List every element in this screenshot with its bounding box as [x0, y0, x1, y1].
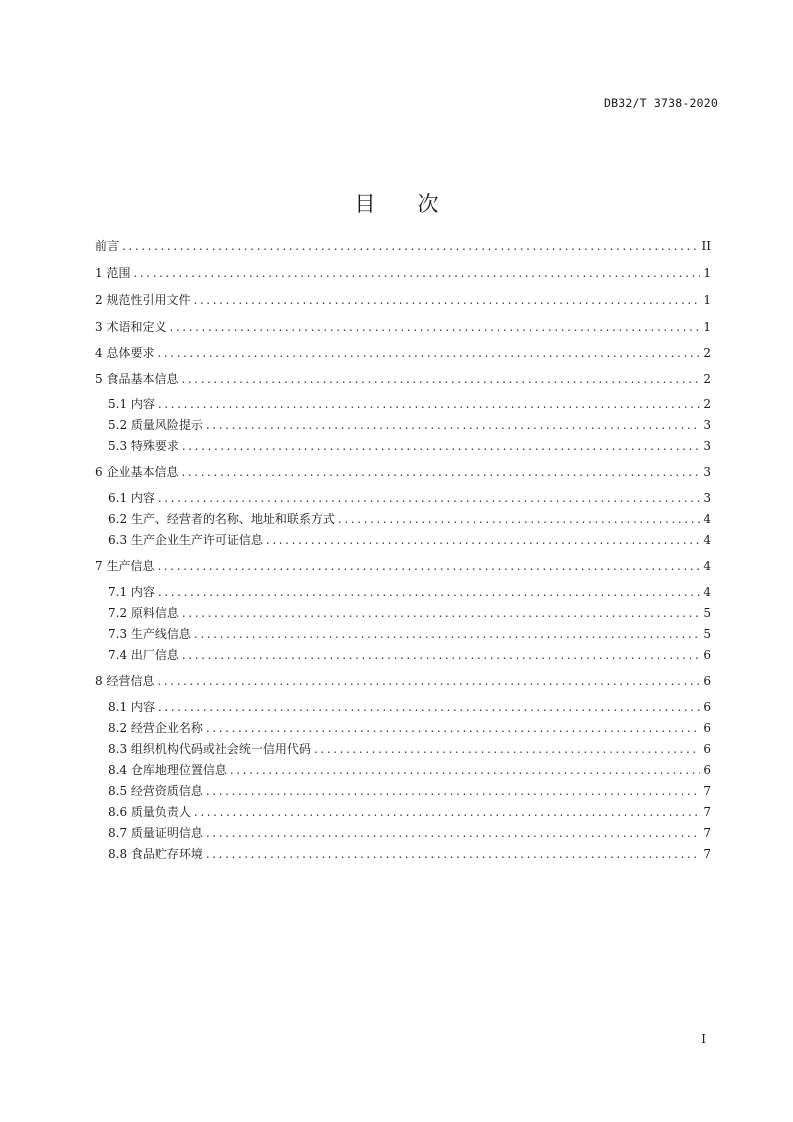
toc-entry-page: 1	[703, 293, 711, 307]
toc-leader-dots	[314, 741, 700, 757]
toc-entry-label: 8.6 质量负责人	[108, 805, 191, 819]
toc-entry-page: 6	[703, 700, 711, 714]
toc-entry-8-4[interactable]	[108, 762, 711, 778]
toc-entry-5-3[interactable]	[108, 438, 711, 454]
toc-leader-dots	[158, 584, 700, 600]
toc-entry-label: 8.1 内容	[108, 700, 155, 714]
toc-entry-page: 3	[703, 439, 711, 453]
title-char-2: 次	[417, 192, 439, 217]
toc-entry-7-3[interactable]	[108, 626, 711, 642]
toc-entry-page: 3	[703, 465, 711, 479]
toc-entry-page: 6	[703, 721, 711, 735]
toc-entry-label: 7.2 原料信息	[108, 606, 179, 620]
toc-entry-page: 4	[703, 512, 711, 526]
toc-entry-7-1[interactable]	[108, 584, 711, 600]
toc-entry-label: 3 术语和定义	[95, 320, 167, 334]
toc-leader-dots	[181, 371, 700, 387]
toc-leader-dots	[157, 345, 700, 361]
toc-entry-5-1[interactable]	[108, 396, 711, 412]
toc-entry-page: 4	[703, 585, 711, 599]
toc-entry-label: 8.3 组织机构代码或社会统一信用代码	[108, 742, 311, 756]
toc-entry-1[interactable]	[95, 265, 711, 281]
toc-entry-page: 4	[703, 533, 711, 547]
toc-entry-label: 8.8 食品贮存环境	[108, 847, 203, 861]
toc-entry-label: 6.3 生产企业生产许可证信息	[108, 533, 263, 547]
toc-entry-label: 5 食品基本信息	[95, 372, 179, 386]
toc-entry-page: 6	[703, 648, 711, 662]
toc-leader-dots	[158, 396, 700, 412]
toc-entry-3[interactable]	[95, 319, 711, 335]
toc-entry-page: 4	[703, 559, 711, 573]
toc-entry-label: 8.7 质量证明信息	[108, 826, 203, 840]
toc-leader-dots	[181, 464, 700, 480]
toc-leader-dots	[206, 417, 700, 433]
toc-entry-label: 8.5 经营资质信息	[108, 784, 203, 798]
toc-entry-page: 5	[703, 627, 711, 641]
toc-entry-foreword[interactable]	[95, 238, 711, 254]
toc-entry-8-8[interactable]	[108, 846, 711, 862]
toc-entry-6[interactable]	[95, 464, 711, 480]
toc-leader-dots	[206, 846, 700, 862]
toc-entry-label: 8.4 仓库地理位置信息	[108, 763, 227, 777]
toc-entry-label: 5.1 内容	[108, 397, 155, 411]
toc-leader-dots	[194, 626, 700, 642]
toc-entry-page: 2	[703, 397, 711, 411]
toc-entry-page: 2	[703, 346, 711, 360]
toc-entry-page: 3	[703, 491, 711, 505]
toc-entry-page: 1	[703, 266, 711, 280]
toc-entry-8-5[interactable]	[108, 783, 711, 799]
toc-entry-6-1[interactable]	[108, 490, 711, 506]
toc-entry-page: 7	[703, 784, 711, 798]
toc-entry-label: 6.1 内容	[108, 491, 155, 505]
toc-entry-5[interactable]	[95, 371, 711, 387]
toc-entry-label: 7.3 生产线信息	[108, 627, 191, 641]
toc-entry-7-4[interactable]	[108, 647, 711, 663]
toc-leader-dots	[230, 762, 700, 778]
toc-leader-dots	[169, 319, 700, 335]
page-number: I	[701, 1032, 706, 1046]
toc-entry-label: 8.2 经营企业名称	[108, 721, 203, 735]
toc-entry-label: 6.2 生产、经营者的名称、地址和联系方式	[108, 512, 335, 526]
toc-entry-label: 8 经营信息	[95, 674, 155, 688]
toc-entry-label: 7.4 出厂信息	[108, 648, 179, 662]
toc-entry-page: 3	[703, 418, 711, 432]
toc-entry-5-2[interactable]	[108, 417, 711, 433]
toc-entry-page: II	[701, 239, 711, 253]
toc-entry-page: 2	[703, 372, 711, 386]
page-title	[0, 188, 793, 218]
toc-leader-dots	[194, 804, 700, 820]
toc-leader-dots	[206, 720, 700, 736]
toc-entry-label: 7.1 内容	[108, 585, 155, 599]
toc-leader-dots	[157, 558, 700, 574]
toc-leader-dots	[182, 647, 700, 663]
toc-entry-label: 4 总体要求	[95, 346, 155, 360]
toc-entry-page: 7	[703, 826, 711, 840]
toc-entry-label: 6 企业基本信息	[95, 465, 179, 479]
toc-entry-8-1[interactable]	[108, 699, 711, 715]
toc-entry-page: 7	[703, 847, 711, 861]
toc-entry-8-2[interactable]	[108, 720, 711, 736]
toc-entry-7[interactable]	[95, 558, 711, 574]
toc-entry-page: 7	[703, 805, 711, 819]
toc-entry-page: 6	[703, 763, 711, 777]
toc-entry-page: 1	[703, 320, 711, 334]
toc-leader-dots	[122, 238, 699, 254]
toc-entry-label: 2 规范性引用文件	[95, 293, 191, 307]
toc-leader-dots	[158, 490, 700, 506]
toc-leader-dots	[133, 265, 700, 281]
toc-leader-dots	[182, 605, 700, 621]
toc-entry-label: 7 生产信息	[95, 559, 155, 573]
toc-entry-8[interactable]	[95, 673, 711, 689]
toc-entry-8-6[interactable]	[108, 804, 711, 820]
toc-entry-page: 6	[703, 674, 711, 688]
toc-entry-page: 5	[703, 606, 711, 620]
title-char-1: 目	[354, 192, 376, 217]
toc-entry-8-7[interactable]	[108, 825, 711, 841]
toc-entry-6-3[interactable]	[108, 532, 711, 548]
toc-leader-dots	[206, 783, 700, 799]
toc-leader-dots	[193, 292, 700, 308]
toc-entry-2[interactable]	[95, 292, 711, 308]
toc-entry-label: 前言	[95, 239, 120, 253]
toc-entry-label: 1 范围	[95, 266, 131, 280]
document-code: DB32/T 3738-2020	[604, 96, 718, 110]
toc-leader-dots	[158, 699, 700, 715]
toc-entry-label: 5.2 质量风险提示	[108, 418, 203, 432]
toc-entry-label: 5.3 特殊要求	[108, 439, 179, 453]
toc-entry-7-2[interactable]	[108, 605, 711, 621]
toc-leader-dots	[182, 438, 700, 454]
toc-entry-4[interactable]	[95, 345, 711, 361]
toc-leader-dots	[206, 825, 700, 841]
toc-leader-dots	[266, 532, 700, 548]
toc-entry-8-3[interactable]	[108, 741, 711, 757]
toc-entry-6-2[interactable]	[108, 511, 711, 527]
toc-leader-dots	[338, 511, 700, 527]
toc-leader-dots	[157, 673, 700, 689]
toc-entry-page: 6	[703, 742, 711, 756]
